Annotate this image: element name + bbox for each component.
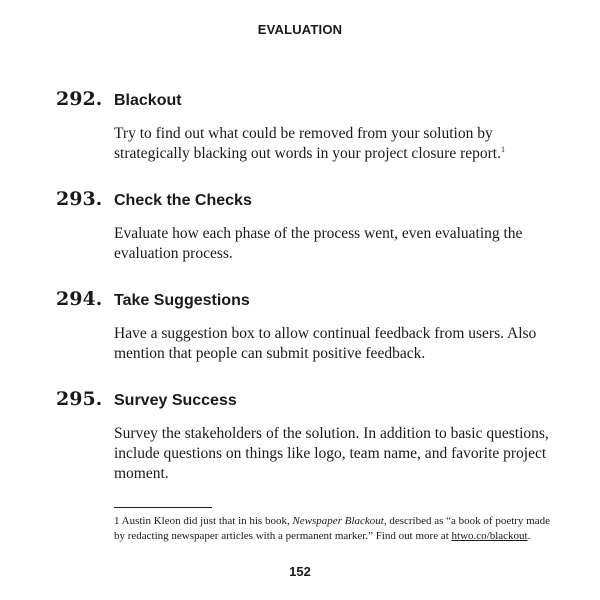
footnote-end: . xyxy=(527,530,531,542)
footnote-book-title: Newspaper Blackout xyxy=(292,515,384,527)
entry-title: Take Suggestions xyxy=(114,292,250,309)
entry-title: Survey Success xyxy=(114,392,237,409)
footnote-reference[interactable]: 1 xyxy=(500,144,505,154)
entry-title: Check the Checks xyxy=(114,192,252,209)
entry-number: 294. xyxy=(56,288,103,310)
footnote-text-continued: , described as “a book of poetry made by redacting newspaper articles with a permanent marker.” Find out more at xyxy=(114,515,550,542)
footnote-marker: 1 xyxy=(114,515,120,527)
entry-294 xyxy=(56,288,556,364)
entry-body: Survey the stakeholders of the solution. In addition to basic questions, include questions on things like logo, team name, and favorite project moment. xyxy=(114,425,549,482)
page-header: EVALUATION xyxy=(257,22,343,37)
entry-295 xyxy=(56,388,556,484)
entry-heading xyxy=(56,288,556,312)
entry-body-text: Try to find out what could be removed from your solution by strategically blacking out words in your project closure report. xyxy=(114,125,501,162)
entry-heading xyxy=(56,388,556,412)
entry-heading xyxy=(56,188,556,212)
entry-heading xyxy=(56,88,556,112)
entry-body: Evaluate how each phase of the process went, even evaluating the evaluation process. xyxy=(114,225,523,262)
entry-number: 295. xyxy=(56,388,103,410)
footnote xyxy=(114,514,554,544)
entry-292 xyxy=(56,88,556,164)
entry-number: 293. xyxy=(56,188,103,210)
footnote-divider xyxy=(114,507,212,508)
footnote-link[interactable]: htwo.co/blackout xyxy=(451,530,528,542)
footnote-text: Austin Kleon did just that in his book, xyxy=(121,515,290,527)
entry-body xyxy=(114,124,554,164)
entry-number: 292. xyxy=(56,88,103,110)
entry-title: Blackout xyxy=(114,92,182,109)
entry-293 xyxy=(56,188,556,264)
page-number: 152 xyxy=(289,564,311,579)
entry-body: Have a suggestion box to allow continual feedback from users. Also mention that people can submit positive feedback. xyxy=(114,325,537,362)
